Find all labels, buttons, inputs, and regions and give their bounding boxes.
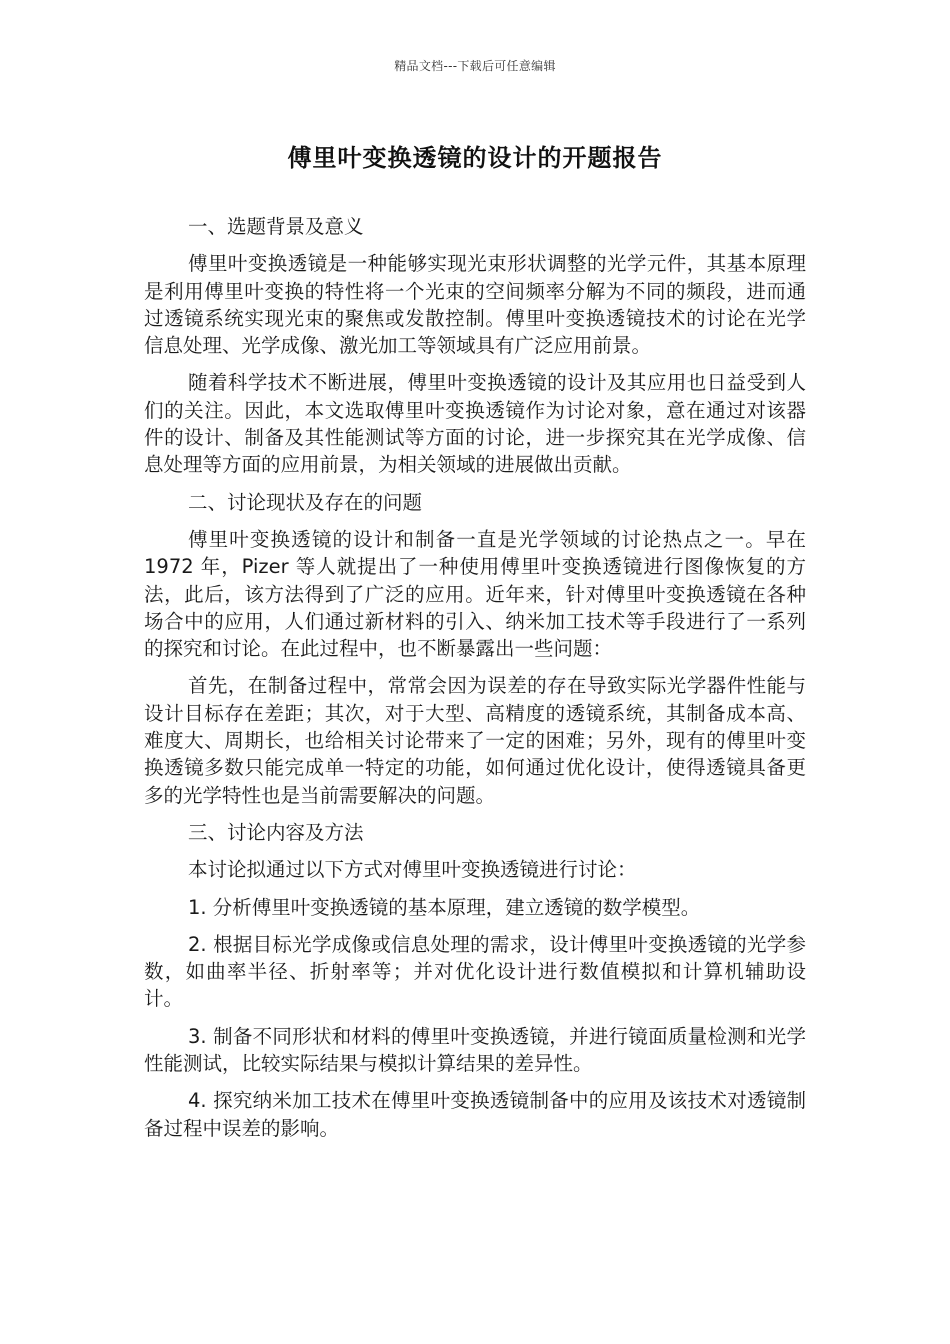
document-title: 傅里叶变换透镜的设计的开题报告 — [287, 144, 663, 172]
list-item: 4. 探究纳米加工技术在傅里叶变换透镜制备中的应用及该技术对透镜制备过程中误差的影响。 — [144, 1089, 806, 1140]
section-heading-methods: 三、讨论内容及方法 — [188, 820, 364, 844]
paragraph: 随着科学技术不断进展，傅里叶变换透镜的设计及其应用也日益受到人们的关注。因此，本文选取傅里叶变换透镜作为讨论对象，意在通过对该器件的设计、制备及其性能测试等方面的讨论，进一步探究其在光学成像、信息处理等方面的应用前景，为相关领域的进展做出贡献。 — [144, 371, 806, 477]
paragraph: 傅里叶变换透镜的设计和制备一直是光学领域的讨论热点之一。早在 1972 年，Pizer 等人就提出了一种使用傅里叶变换透镜进行图像恢复的方法，此后，该方法得到了广泛的应用。近年来，针对傅里叶变换透镜在各种场合中的应用，人们通过新材料的引入、纳米加工技术等手段进行了一系列的探究和讨论。在此过程中，也不断暴露出一些问题： — [144, 527, 806, 661]
paragraph: 首先，在制备过程中，常常会因为误差的存在导致实际光学器件性能与设计目标存在差距；其次，对于大型、高精度的透镜系统，其制备成本高、难度大、周期长，也给相关讨论带来了一定的困难；另外，现有的傅里叶变换透镜多数只能完成单一特定的功能，如何通过优化设计，使得透镜具备更多的光学特性也是当前需要解决的问题。 — [144, 674, 806, 807]
list-item: 2. 根据目标光学成像或信息处理的需求，设计傅里叶变换透镜的光学参数，如曲率半径、折射率等；并对优化设计进行数值模拟和计算机辅助设计。 — [144, 932, 806, 1011]
section-heading-status: 二、讨论现状及存在的问题 — [188, 490, 423, 514]
paragraph: 傅里叶变换透镜是一种能够实现光束形状调整的光学元件，其基本原理是利用傅里叶变换的特性将一个光束的空间频率分解为不同的频段，进而通过透镜系统实现光束的聚焦或发散控制。傅里叶变换透镜技术的讨论在光学信息处理、光学成像、激光加工等领域具有广泛应用前景。 — [144, 252, 806, 358]
list-item: 1. 分析傅里叶变换透镜的基本原理，建立透镜的数学模型。 — [188, 895, 701, 919]
section-heading-background: 一、选题背景及意义 — [188, 215, 364, 238]
header-note: 精品文档---下载后可任意编辑 — [394, 59, 556, 73]
paragraph: 本讨论拟通过以下方式对傅里叶变换透镜进行讨论： — [188, 858, 637, 882]
document-body — [144, 213, 806, 1152]
list-item: 3. 制备不同形状和材料的傅里叶变换透镜，并进行镜面质量检测和光学性能测试，比较实际结果与模拟计算结果的差异性。 — [144, 1024, 806, 1076]
